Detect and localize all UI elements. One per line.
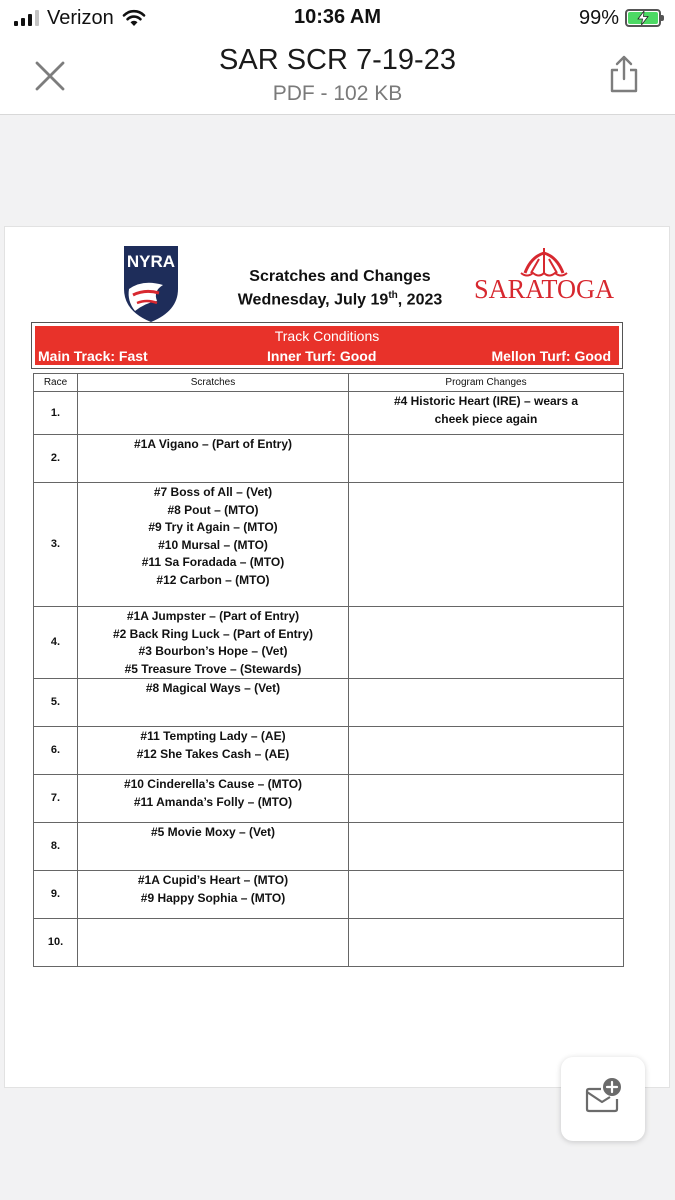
- clock: 10:36 AM: [293, 6, 382, 28]
- charging-bolt-icon: [637, 11, 649, 25]
- table-row: [34, 679, 624, 727]
- track-conditions-box: [31, 322, 623, 369]
- race-number: 9.: [34, 871, 78, 919]
- scratch-entry: #11 Amanda’s Folly – (MTO): [133, 794, 293, 809]
- scratches-cell: [78, 607, 349, 679]
- scratch-entry: #8 Magical Ways – (Vet): [145, 681, 281, 695]
- scratch-entry: #12 She Takes Cash – (AE): [136, 746, 290, 761]
- race-number: 1.: [34, 392, 78, 435]
- program-changes-cell: [349, 775, 624, 823]
- scratch-entry: #3 Bourbon’s Hope – (Vet): [138, 644, 288, 658]
- doc-heading-line2: Wednesday, July 19th, 2023: [237, 290, 443, 309]
- table-row: [34, 871, 624, 919]
- scratch-entry: #12 Carbon – (MTO): [156, 572, 270, 587]
- table-row: [34, 392, 624, 435]
- program-changes-cell: [349, 607, 624, 679]
- mellon-turf-condition: Mellon Turf: Good: [491, 348, 611, 364]
- track-conditions-heading: Track Conditions: [274, 328, 380, 344]
- race-number: 2.: [34, 435, 78, 483]
- scratch-entry: #7 Boss of All – (Vet): [153, 485, 273, 499]
- nav-header: [0, 36, 675, 115]
- race-number: 5.: [34, 679, 78, 727]
- status-right: [579, 6, 661, 30]
- program-changes-cell: [349, 392, 624, 435]
- share-icon[interactable]: [607, 54, 641, 94]
- scratches-table: [33, 373, 624, 967]
- race-number: 6.: [34, 727, 78, 775]
- battery-percent: 99%: [578, 6, 619, 29]
- add-to-mail-icon: [583, 1077, 623, 1117]
- header-scratches: Scratches: [78, 374, 349, 392]
- nyra-logo: [123, 245, 179, 323]
- table-row: [34, 435, 624, 483]
- race-number: 10.: [34, 919, 78, 967]
- header-race: Race: [34, 374, 78, 392]
- carrier-name: Verizon: [47, 6, 114, 29]
- add-to-mail-button[interactable]: [561, 1057, 645, 1141]
- scratch-entry: #10 Mursal – (MTO): [158, 537, 268, 552]
- scratch-entry: #10 Cinderella’s Cause – (MTO): [123, 777, 303, 791]
- nyra-logo-text: NYRA: [126, 252, 176, 271]
- program-changes-cell: [349, 919, 624, 967]
- scratches-cell: [78, 727, 349, 775]
- table-header-row: [34, 374, 624, 392]
- scratch-entry: #11 Tempting Lady – (AE): [140, 729, 286, 743]
- program-changes-cell: [349, 727, 624, 775]
- doc-heading: [210, 267, 470, 309]
- header-program-changes: Program Changes: [349, 374, 624, 392]
- program-changes-cell: [349, 435, 624, 483]
- race-number: 3.: [34, 483, 78, 607]
- scratch-entry: #1A Jumpster – (Part of Entry): [126, 609, 300, 623]
- table-row: [34, 607, 624, 679]
- scratches-cell: [78, 919, 349, 967]
- program-change-entry: cheek piece again: [434, 411, 538, 426]
- scratches-cell: [78, 483, 349, 607]
- doc-heading-line1: Scratches and Changes: [249, 268, 431, 285]
- track-conditions-banner: [35, 326, 619, 365]
- program-changes-cell: [349, 823, 624, 871]
- scratch-entry: #5 Treasure Trove – (Stewards): [124, 661, 302, 676]
- table-row: [34, 775, 624, 823]
- table-row: [34, 483, 624, 607]
- scratches-cell: [78, 775, 349, 823]
- table-row: [34, 823, 624, 871]
- table-row: [34, 919, 624, 967]
- race-number: 7.: [34, 775, 78, 823]
- scratch-entry: #11 Sa Foradada – (MTO): [141, 555, 285, 569]
- race-number: 8.: [34, 823, 78, 871]
- scratch-entry: #1A Vigano – (Part of Entry): [133, 437, 293, 451]
- scratches-cell: [78, 871, 349, 919]
- scratches-cell: [78, 823, 349, 871]
- program-changes-cell: [349, 679, 624, 727]
- scratch-entry: #1A Cupid’s Heart – (MTO): [137, 873, 289, 887]
- program-change-entry: #4 Historic Heart (IRE) – wears a: [393, 394, 579, 408]
- document-title: SAR SCR 7-19-23: [219, 44, 456, 76]
- program-changes-cell: [349, 483, 624, 607]
- scratch-entry: #8 Pout – (MTO): [167, 502, 259, 517]
- scratch-entry: #5 Movie Moxy – (Vet): [150, 825, 276, 839]
- scratches-cell: [78, 435, 349, 483]
- scratches-cell: [78, 392, 349, 435]
- race-number: 4.: [34, 607, 78, 679]
- scratch-entry: #2 Back Ring Luck – (Part of Entry): [112, 626, 314, 641]
- main-track-condition: Main Track: Fast: [38, 348, 148, 364]
- scratch-entry: #9 Happy Sophia – (MTO): [140, 890, 286, 905]
- scratches-cell: [78, 679, 349, 727]
- battery-icon: [625, 9, 661, 27]
- status-bar: [0, 0, 675, 36]
- scratch-entry: #9 Try it Again – (MTO): [148, 520, 278, 534]
- inner-turf-condition: Inner Turf: Good: [267, 348, 377, 364]
- saratoga-logo-text: SARATOGA: [474, 274, 615, 304]
- pdf-page[interactable]: [4, 226, 670, 1088]
- program-changes-cell: [349, 871, 624, 919]
- saratoga-logo: [471, 247, 617, 305]
- document-subtitle: PDF - 102 KB: [272, 82, 403, 105]
- table-row: [34, 727, 624, 775]
